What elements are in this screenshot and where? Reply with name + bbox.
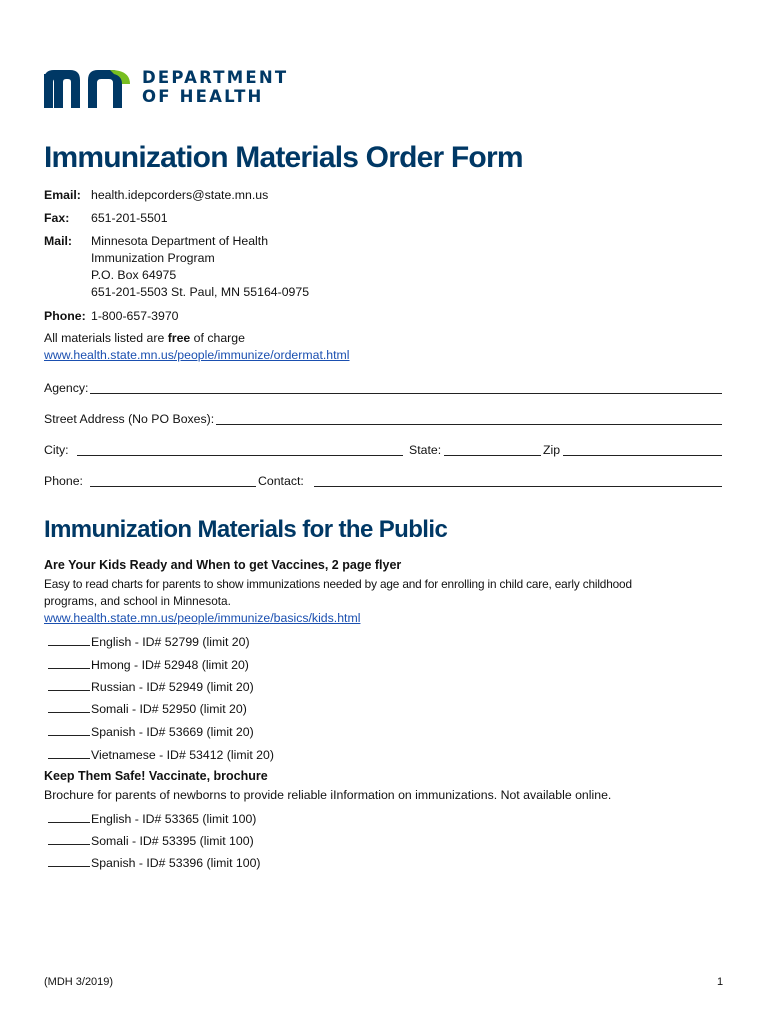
mail-line: Immunization Program <box>91 251 215 265</box>
list-item <box>48 633 250 650</box>
quantity-blank[interactable] <box>48 678 90 691</box>
email-value: health.idepcorders@state.mn.us <box>91 188 269 202</box>
logo-line-2: OF HEALTH <box>142 87 264 106</box>
list-item <box>48 810 256 827</box>
kids-flyer-link[interactable]: www.health.state.mn.us/people/immunize/basics/kids.html <box>44 611 361 625</box>
agency-input[interactable] <box>90 381 722 394</box>
item-label: Hmong - ID# 52948 (limit 20) <box>91 658 249 672</box>
list-item <box>48 656 249 673</box>
state-label: State: <box>409 443 442 457</box>
mail-line: Minnesota Department of Health <box>91 234 269 248</box>
item-label: Spanish - ID# 53669 (limit 20) <box>91 725 254 739</box>
zip-label: Zip <box>543 443 561 457</box>
agency-label: Agency: <box>44 381 89 395</box>
street-field <box>44 411 722 427</box>
zip-input[interactable] <box>563 443 722 456</box>
item-label: English - ID# 52799 (limit 20) <box>91 635 250 649</box>
quantity-blank[interactable] <box>48 723 90 736</box>
state-input[interactable] <box>444 443 541 456</box>
list-item <box>48 854 261 871</box>
phone-label: Phone: <box>44 309 86 323</box>
quantity-blank[interactable] <box>48 700 90 713</box>
list-item <box>48 723 254 740</box>
mail-line: 651-201-5503 St. Paul, MN 55164-0975 <box>91 285 310 299</box>
city-label: City: <box>44 443 69 457</box>
flyer-heading: Are Your Kids Ready and When to get Vaccines, 2 page flyer <box>44 558 402 572</box>
city-state-zip-field <box>44 442 722 458</box>
free-note <box>44 330 245 346</box>
page-number: 1 <box>717 976 724 988</box>
order-materials-link[interactable]: www.health.state.mn.us/people/immunize/ordermat.html <box>44 348 350 362</box>
mail-line: P.O. Box 64975 <box>91 268 177 282</box>
item-label: Vietnamese - ID# 53412 (limit 20) <box>91 748 274 762</box>
form-phone-label: Phone: <box>44 474 83 488</box>
contact-input[interactable] <box>314 474 722 487</box>
quantity-blank[interactable] <box>48 746 90 759</box>
item-label: Spanish - ID# 53396 (limit 100) <box>91 856 261 870</box>
quantity-blank[interactable] <box>48 854 90 867</box>
free-note-pre: All materials listed are <box>44 331 168 345</box>
flyer-description-line: Easy to read charts for parents to show immunizations needed by age and for enrolling in child care, early childhood <box>44 577 632 591</box>
mail-label: Mail: <box>44 234 73 248</box>
brochure-heading: Keep Them Safe! Vaccinate, brochure <box>44 769 268 783</box>
quantity-blank[interactable] <box>48 656 90 669</box>
form-phone-input[interactable] <box>90 474 256 487</box>
fax-label: Fax: <box>44 211 70 225</box>
quantity-blank[interactable] <box>48 810 90 823</box>
item-label: Somali - ID# 53395 (limit 100) <box>91 834 254 848</box>
email-label: Email: <box>44 188 81 202</box>
logo-line-1: DEPARTMENT <box>142 68 289 87</box>
fax-value: 651-201-5501 <box>91 211 168 225</box>
item-label: Russian - ID# 52949 (limit 20) <box>91 680 254 694</box>
list-item <box>48 700 247 717</box>
phone-contact-field <box>44 473 722 489</box>
page-title: Immunization Materials Order Form <box>44 141 523 174</box>
free-note-bold: free <box>167 331 191 345</box>
street-label: Street Address (No PO Boxes): <box>44 412 215 426</box>
item-label: English - ID# 53365 (limit 100) <box>91 812 257 826</box>
free-note-post: of charge <box>190 331 245 345</box>
phone-value: 1-800-657-3970 <box>91 309 179 323</box>
city-input[interactable] <box>77 443 403 456</box>
list-item <box>48 746 274 763</box>
section-title: Immunization Materials for the Public <box>44 516 448 543</box>
list-item <box>48 832 254 849</box>
logo-text <box>142 68 288 106</box>
list-item <box>48 678 254 695</box>
agency-field <box>44 380 722 396</box>
contact-label: Contact: <box>258 474 304 488</box>
mn-logo-mark-icon <box>44 70 132 108</box>
flyer-description-line: programs, and school in Minnesota. <box>44 594 231 608</box>
item-label: Somali - ID# 52950 (limit 20) <box>91 702 247 716</box>
street-input[interactable] <box>216 412 722 425</box>
brochure-description: Brochure for parents of newborns to provide reliable iInformation on immunizations. Not available online. <box>44 788 612 802</box>
quantity-blank[interactable] <box>48 832 90 845</box>
quantity-blank[interactable] <box>48 633 90 646</box>
footer-code: (MDH 3/2019) <box>44 976 114 988</box>
